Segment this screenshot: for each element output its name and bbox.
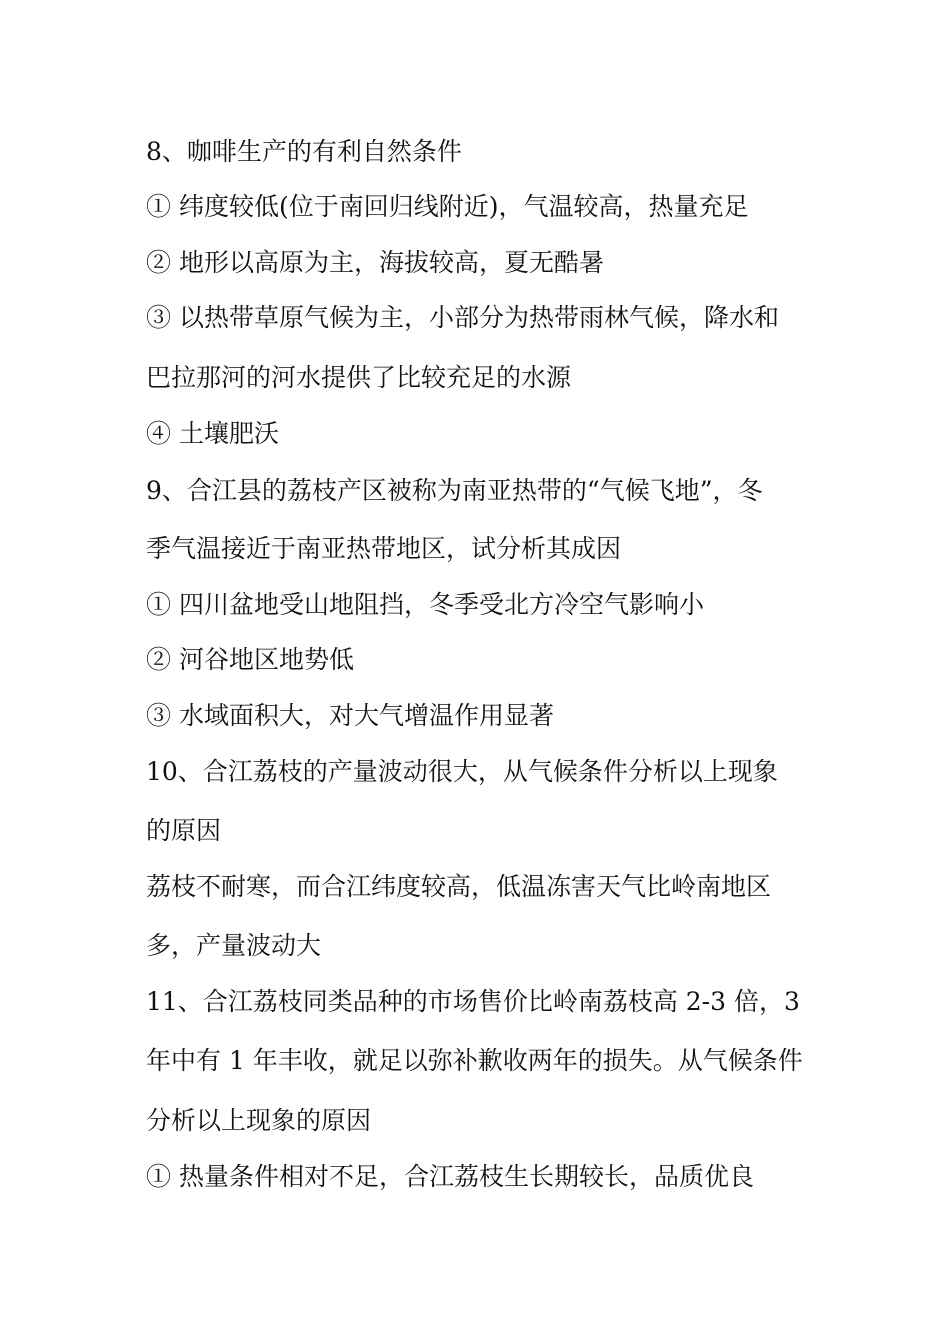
answer-9-item-2: ② 河谷地区地势低	[146, 645, 354, 674]
answer-9-item-3: ③ 水域面积大，对大气增温作用显著	[146, 701, 554, 730]
question-9-heading: 9、合江县的荔枝产区被称为南亚热带的“气候飞地”，冬	[146, 476, 763, 505]
answer-8-item-3-continued: 巴拉那河的河水提供了比较充足的水源	[146, 363, 572, 392]
answer-11-item-1: ① 热量条件相对不足，合江荔枝生长期较长，品质优良	[146, 1162, 754, 1191]
question-9-heading-continued: 季气温接近于南亚热带地区，试分析其成因	[146, 534, 622, 563]
question-8-heading: 8、咖啡生产的有利自然条件	[146, 137, 462, 166]
answer-8-item-1: ① 纬度较低(位于南回归线附近)，气温较高，热量充足	[146, 192, 749, 221]
answer-8-item-3: ③ 以热带草原气候为主，小部分为热带雨林气候，降水和	[146, 303, 779, 332]
answer-10-text-continued: 多，产量波动大	[146, 931, 322, 960]
question-11-heading: 11、合江荔枝同类品种的市场售价比岭南荔枝高 2-3 倍，3	[146, 987, 800, 1016]
question-10-heading-continued: 的原因	[146, 816, 222, 845]
answer-8-item-2: ② 地形以高原为主，海拔较高，夏无酷暑	[146, 248, 604, 277]
question-10-heading: 10、合江荔枝的产量波动很大，从气候条件分析以上现象	[146, 757, 778, 786]
answer-9-item-1: ① 四川盆地受山地阻挡，冬季受北方冷空气影响小	[146, 590, 704, 619]
answer-10-text: 荔枝不耐寒，而合江纬度较高，低温冻害天气比岭南地区	[146, 872, 772, 901]
question-11-heading-continued-1: 年中有 1 年丰收，就足以弥补歉收两年的损失。从气候条件	[146, 1046, 803, 1075]
answer-8-item-4: ④ 土壤肥沃	[146, 419, 279, 448]
question-11-heading-continued-2: 分析以上现象的原因	[146, 1106, 372, 1135]
